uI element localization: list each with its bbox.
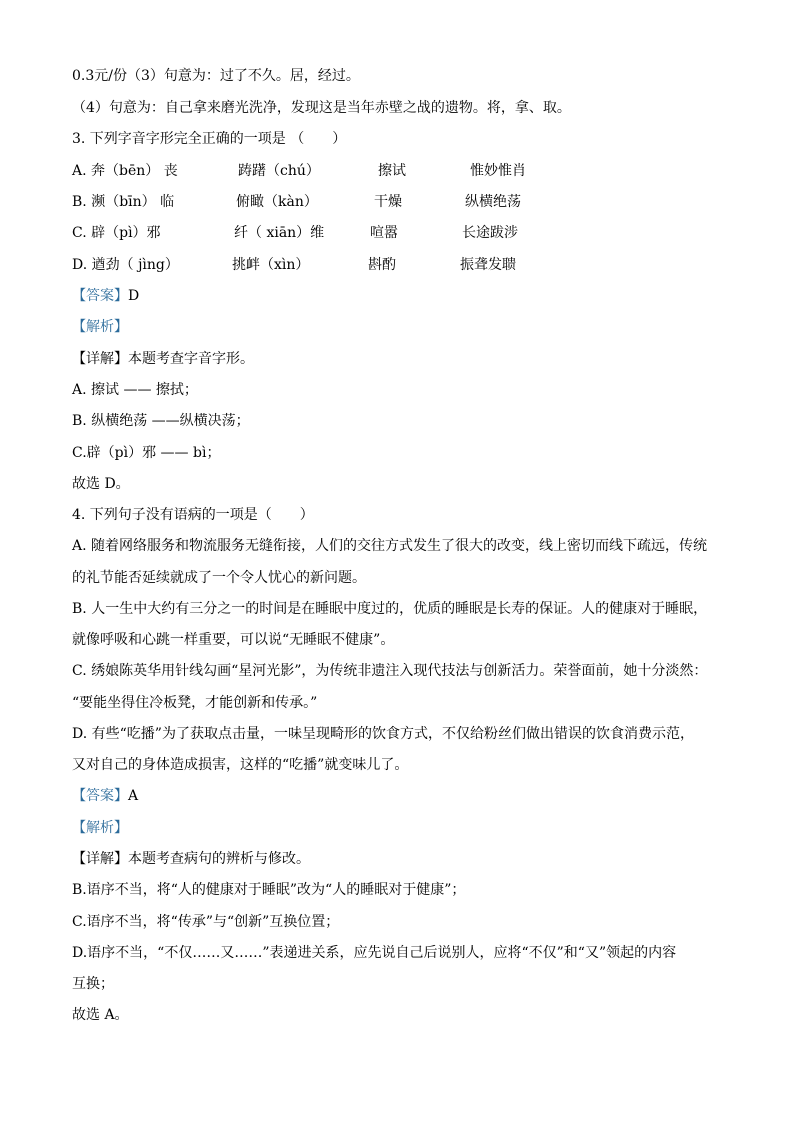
detail-tag: 【详解】 — [72, 851, 128, 867]
option-a-item-3: 擦试 — [378, 163, 406, 179]
text-line: 就像呼吸和心跳一样重要，可以说“无睡眠不健康”。 — [72, 632, 395, 648]
option-d-item-3: 斟酌 — [368, 257, 396, 273]
text-line: C.辟（pì）邪 —— bì； — [72, 445, 221, 461]
text-line: D. 有些“吃播”为了获取点击量，一味呈现畸形的饮食方式，不仅给粉丝们做出错误的饮食消费示范， — [72, 726, 694, 742]
question-4-stem: 4. 下列句子没有语病的一项是（ ） — [72, 507, 314, 523]
text-line: 互换； — [72, 976, 114, 992]
option-d-item-2: 挑衅（xìn） — [232, 257, 310, 273]
option-d-item-1: D. 遒劲（ jìng） — [72, 257, 179, 273]
answer-line — [72, 786, 138, 806]
answer-tag: 【答案】 — [72, 788, 128, 804]
option-c-item-1: C. 辟（pì）邪 — [72, 225, 161, 241]
text-line: B. 纵横绝荡 ——纵横决荡； — [72, 413, 250, 429]
detail-line — [72, 849, 310, 869]
option-c-item-3: 喧嚣 — [370, 225, 398, 241]
answer-value: A — [128, 788, 139, 804]
option-b-item-4: 纵横绝荡 — [465, 194, 521, 210]
text-line: 的礼节能否延续就成了一个令人忧心的新问题。 — [72, 570, 366, 586]
text-line: 又对自己的身体造成损害，这样的“吃播”就变味儿了。 — [72, 757, 409, 773]
option-d-item-4: 振聋发聩 — [460, 257, 516, 273]
detail-line — [72, 349, 254, 369]
detail-tag: 【详解】 — [72, 351, 128, 367]
text-line: B.语序不当，将“人的健康对于睡眠”改为“人的睡眠对于健康”； — [72, 882, 466, 898]
text-line: D.语序不当，“不仅……又……”表递进关系，应先说自己后说别人，应将“不仅”和“又”领起的内容 — [72, 945, 677, 961]
option-a-item-4: 惟妙惟肖 — [470, 163, 526, 179]
question-3-stem: 3. 下列字音字形完全正确的一项是 （ ） — [72, 131, 347, 147]
detail-text: 本题考查字音字形。 — [128, 351, 254, 367]
text-line: 故选 A。 — [72, 1007, 129, 1023]
text-line: 0.3元/份（3）句意为：过了不久。居，经过。 — [72, 68, 360, 84]
option-c-item-2: 纤（ xiān）维 — [234, 225, 325, 241]
analysis-tag: 【解析】 — [72, 820, 128, 836]
text-line: （4）句意为：自己拿来磨光洗净，发现这是当年赤壁之战的遗物。将，拿、取。 — [72, 100, 571, 116]
text-line: C. 绣娘陈英华用针线勾画“星河光影”，为传统非遗注入现代技法与创新活力。荣誉面前，她十分淡然： — [72, 663, 708, 679]
option-b-item-3: 干燥 — [374, 194, 402, 210]
detail-text: 本题考查病句的辨析与修改。 — [128, 851, 310, 867]
option-b-item-2: 俯瞰（kàn） — [236, 194, 318, 210]
text-line: B. 人一生中大约有三分之一的时间是在睡眠中度过的，优质的睡眠是长寿的保证。人的健康对于睡眠， — [72, 601, 708, 617]
option-b-item-1: B. 濒（bīn） 临 — [72, 194, 175, 210]
text-line: C.语序不当，将“传承”与“创新”互换位置； — [72, 914, 340, 930]
answer-line — [72, 286, 139, 306]
text-line: A. 随着网络服务和物流服务无缝衔接，人们的交往方式发生了很大的改变，线上密切而线下疏远，传统 — [72, 538, 708, 554]
option-c-item-4: 长途跋涉 — [462, 225, 518, 241]
text-line: A. 擦试 —— 擦拭； — [72, 382, 198, 398]
text-line: “要能坐得住冷板凳，才能创新和传承。” — [72, 695, 318, 711]
option-a-item-1: A. 奔（bēn） 丧 — [72, 163, 178, 179]
answer-value: D — [128, 288, 140, 304]
analysis-tag: 【解析】 — [72, 319, 128, 335]
option-a-item-2: 踌躇（chú） — [238, 163, 320, 179]
answer-tag: 【答案】 — [72, 288, 128, 304]
text-line: 故选 D。 — [72, 476, 130, 492]
